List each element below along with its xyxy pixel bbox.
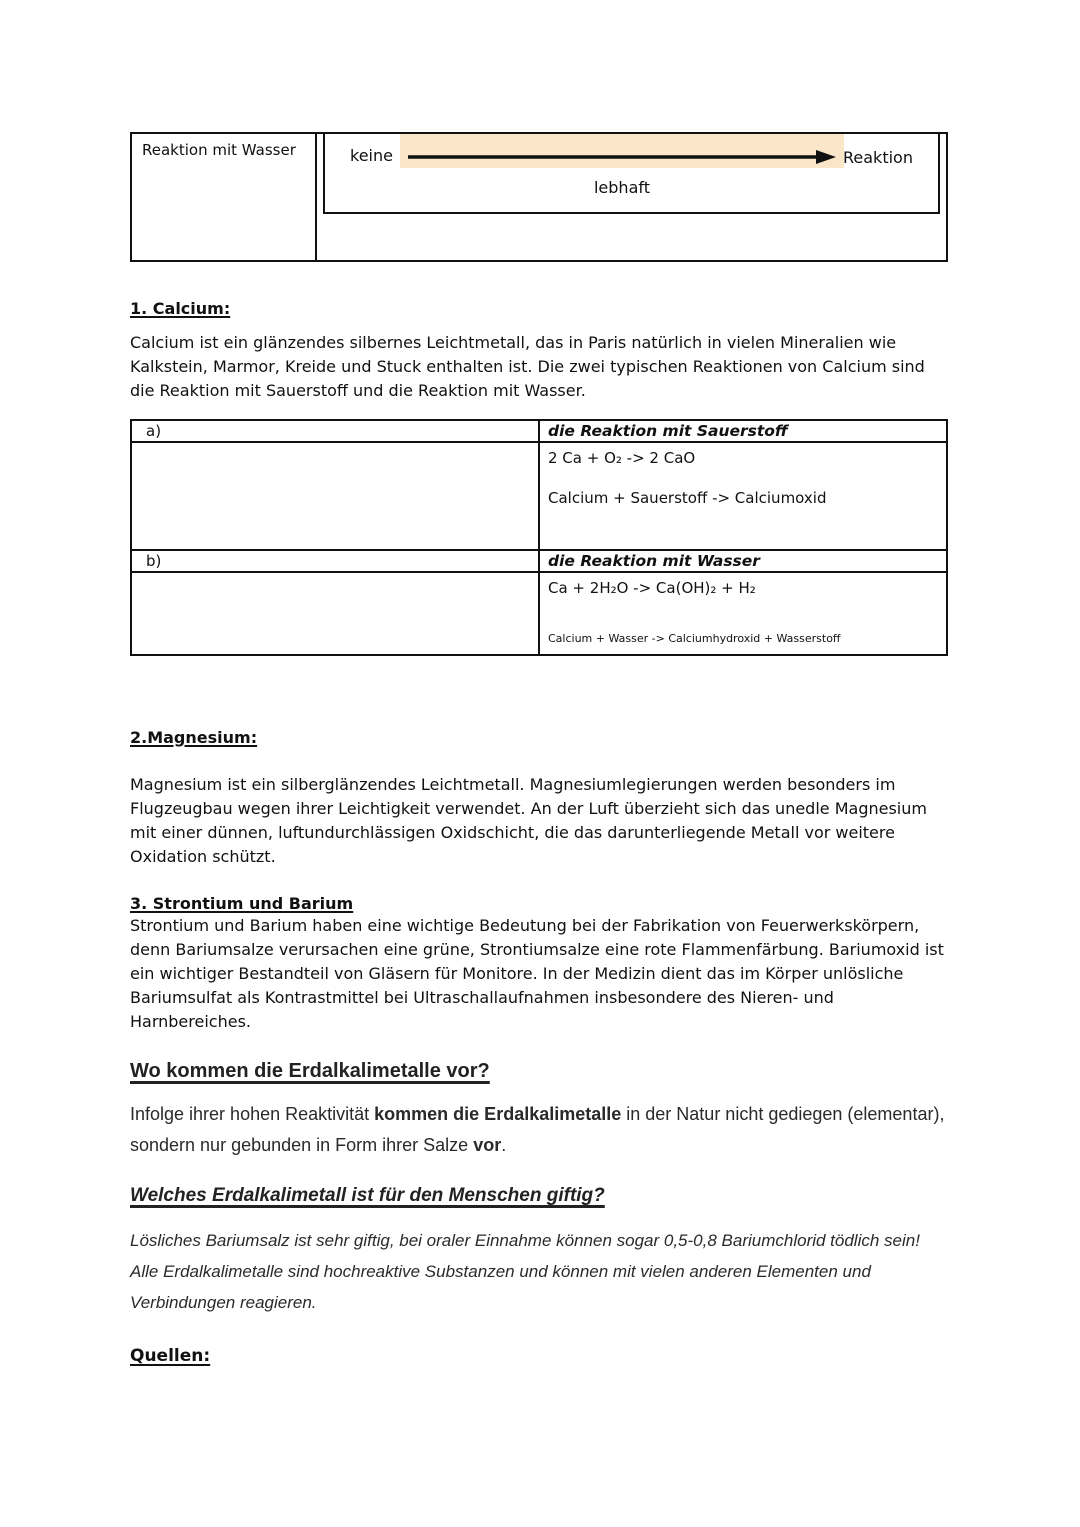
- water-reaction-row-label: Reaktion mit Wasser: [132, 134, 317, 260]
- occurrence-paragraph: [130, 1099, 950, 1161]
- calcium-paragraph: Calcium ist ein glänzendes silbernes Leichtmetall, das in Paris natürlich in vielen Mineralien wie Kalkstein, Marmor, Kreide und Stuck enthalten ist. Die zwei typischen Reaktionen von Calcium sind die Reaktion mit Sauerstoff und die Reaktion mit Wasser.: [130, 333, 925, 400]
- row-a-label: a): [131, 420, 539, 442]
- water-equation: Ca + 2H₂O -> Ca(OH)₂ + H₂: [548, 579, 756, 597]
- magnesium-heading: 2.Magnesium:: [130, 728, 258, 747]
- water-reaction-cell: [539, 572, 947, 655]
- right-arrow-icon: [408, 148, 836, 166]
- occurrence-text-part: Infolge ihrer hohen Reaktivität: [130, 1104, 375, 1124]
- occurrence-text-part: in der Natur nicht gediegen (elementar), sondern nur gebunden in Form ihrer Salze: [130, 1104, 945, 1155]
- oxygen-equation: 2 Ca + O₂ -> 2 CaO: [548, 449, 696, 467]
- oxygen-reaction-title: die Reaktion mit Sauerstoff: [539, 420, 947, 442]
- calcium-heading: 1. Calcium:: [130, 299, 231, 318]
- scale-bottom-label: lebhaft: [593, 178, 650, 197]
- table-row: [131, 442, 947, 550]
- scale-right-label: Reaktion: [843, 148, 913, 167]
- table-row: [131, 420, 947, 442]
- oxygen-reaction-cell: [539, 442, 947, 550]
- table-row: [131, 550, 947, 572]
- water-reaction-table: [130, 132, 948, 262]
- water-reaction-title: die Reaktion mit Wasser: [539, 550, 947, 572]
- occurrence-bold-part: kommen die Erdalkalimetalle: [374, 1104, 622, 1124]
- oxygen-word-equation: Calcium + Sauerstoff -> Calciumoxid: [548, 489, 827, 507]
- reaction-intensity-scale: [323, 132, 940, 214]
- row-b-label: b): [131, 550, 539, 572]
- sources-heading: Quellen:: [130, 1346, 211, 1366]
- occurrence-bold-part: vor: [473, 1135, 502, 1155]
- document-content: [130, 132, 950, 1366]
- water-reaction-content-cell: [317, 134, 946, 260]
- strontium-barium-heading: 3. Strontium und Barium: [130, 894, 354, 913]
- calcium-reactions-table: [130, 419, 948, 656]
- occurrence-heading: Wo kommen die Erdalkalimetalle vor?: [130, 1060, 490, 1082]
- magnesium-paragraph: Magnesium ist ein silberglänzendes Leichtmetall. Magnesiumlegierungen werden besonders im Flugzeugbau wegen ihrer Leichtigkeit verwendet. An der Luft überzieht sich das unedle Magnesium mit einer dünnen, luftundurchlässigen Oxidschicht, die das darunterliegende Metall vor weitere Oxidation schützt.: [130, 775, 927, 866]
- strontium-barium-paragraph: Strontium und Barium haben eine wichtige Bedeutung bei der Fabrikation von Feuerwerkskörpern, denn Bariumsalze verursachen eine grüne, Strontiumsalze eine rote Flammenfärbung. Bariumoxid ist ein wichtiger Bestandteil von Gläsern für Monitore. In der Medizin dient das im Körper unlösliche Bariumsulfat als Kontrastmittel bei Ultraschallaufnahmen insbesondere des Nieren- und Harnbereiches.: [130, 916, 944, 1031]
- row-a-empty-cell: [131, 442, 539, 550]
- scale-left-label: keine: [350, 146, 393, 165]
- occurrence-text-part: .: [501, 1135, 507, 1155]
- table-row: [131, 572, 947, 655]
- toxicity-paragraph: Lösliches Bariumsalz ist sehr giftig, bei oraler Einnahme können sogar 0,5-0,8 Bariumchlorid tödlich sein! Alle Erdalkalimetalle sind hochreaktive Substanzen und können mit vielen anderen Elementen und Verbindungen reagieren.: [130, 1231, 920, 1312]
- water-word-equation: Calcium + Wasser -> Calciumhydroxid + Wasserstoff: [548, 632, 841, 645]
- toxicity-heading: Welches Erdalkalimetall ist für den Menschen giftig?: [130, 1185, 605, 1206]
- row-b-empty-cell: [131, 572, 539, 655]
